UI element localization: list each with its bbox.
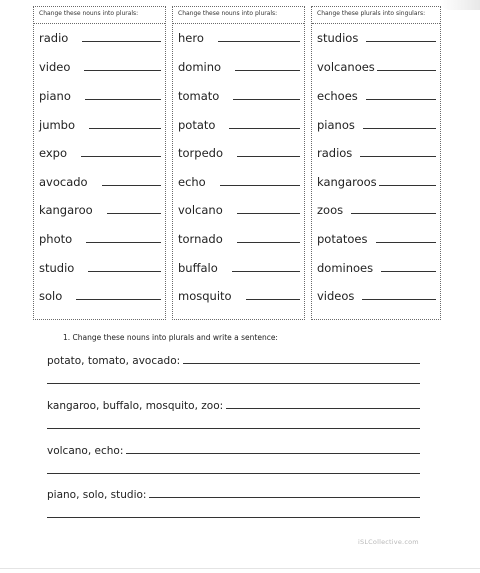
word-table xyxy=(33,6,441,320)
page-bottom-edge xyxy=(0,568,480,569)
word-row xyxy=(317,287,436,303)
answer-blank[interactable] xyxy=(84,70,161,71)
word: tornado xyxy=(178,232,223,246)
word-row xyxy=(178,201,300,217)
word: hero xyxy=(178,31,204,45)
word: studios xyxy=(317,31,359,45)
word: mosquito xyxy=(178,289,232,303)
answer-line[interactable] xyxy=(47,517,420,518)
column-header: Change these nouns into plurals: xyxy=(34,7,165,24)
answer-line[interactable] xyxy=(183,363,420,364)
word-row xyxy=(39,87,161,103)
word: zoos xyxy=(317,203,344,217)
answer-blank[interactable] xyxy=(246,299,300,300)
word-row xyxy=(39,173,161,189)
word: pianos xyxy=(317,118,355,132)
word-row xyxy=(178,259,300,275)
answer-blank[interactable] xyxy=(362,299,436,300)
word-row xyxy=(317,144,436,160)
word: studio xyxy=(39,261,75,275)
answer-blank[interactable] xyxy=(86,242,161,243)
sentence-exercise-3 xyxy=(47,443,420,474)
word: volcano xyxy=(178,203,223,217)
word-row xyxy=(317,29,436,45)
sentence-prompt: volcano, echo: xyxy=(47,445,124,457)
column-plurals-to-singulars xyxy=(311,6,441,320)
word-row xyxy=(317,87,436,103)
answer-blank[interactable] xyxy=(232,271,300,272)
word-row xyxy=(317,230,436,246)
exercise-instruction: 1. Change these nouns into plurals and write a sentence: xyxy=(63,333,278,342)
answer-blank[interactable] xyxy=(379,185,436,186)
word-row xyxy=(39,259,161,275)
word: radios xyxy=(317,146,353,160)
answer-line[interactable] xyxy=(149,497,420,498)
word-row xyxy=(39,201,161,217)
word-row xyxy=(39,144,161,160)
sentence-prompt: piano, solo, studio: xyxy=(47,489,147,501)
word: buffalo xyxy=(178,261,218,275)
answer-blank[interactable] xyxy=(237,213,300,214)
answer-blank[interactable] xyxy=(233,99,300,100)
answer-blank[interactable] xyxy=(376,242,436,243)
answer-blank[interactable] xyxy=(366,99,436,100)
sentence-exercise-1 xyxy=(47,353,420,384)
word-row xyxy=(178,29,300,45)
word-row xyxy=(178,287,300,303)
word: videos xyxy=(317,289,355,303)
answer-line[interactable] xyxy=(47,428,420,429)
column-header: Change these nouns into plurals: xyxy=(173,7,304,24)
word: echo xyxy=(178,175,206,189)
word-row xyxy=(178,173,300,189)
answer-line[interactable] xyxy=(126,453,420,454)
answer-blank[interactable] xyxy=(363,128,436,129)
answer-blank[interactable] xyxy=(107,213,161,214)
answer-blank[interactable] xyxy=(237,242,300,243)
answer-blank[interactable] xyxy=(82,41,161,42)
word-row xyxy=(39,230,161,246)
answer-blank[interactable] xyxy=(102,185,161,186)
word-row xyxy=(39,116,161,132)
sentence-prompt: kangaroo, buffalo, mosquito, zoo: xyxy=(47,400,224,412)
word-row xyxy=(317,259,436,275)
word-row xyxy=(317,116,436,132)
word: video xyxy=(39,60,71,74)
sentence-prompt: potato, tomato, avocado: xyxy=(47,355,181,367)
answer-blank[interactable] xyxy=(89,128,161,129)
answer-blank[interactable] xyxy=(229,128,300,129)
answer-line[interactable] xyxy=(226,408,420,409)
word-row xyxy=(178,116,300,132)
answer-blank[interactable] xyxy=(237,156,300,157)
answer-blank[interactable] xyxy=(85,99,161,100)
answer-line[interactable] xyxy=(47,473,420,474)
answer-blank[interactable] xyxy=(360,156,436,157)
sentence-exercise-2 xyxy=(47,398,420,429)
word: solo xyxy=(39,289,63,303)
word: kangaroo xyxy=(39,203,93,217)
column-header: Change these plurals into singulars: xyxy=(312,7,440,24)
watermark: iSLCollective.com xyxy=(358,538,419,546)
word-row xyxy=(317,58,436,74)
answer-blank[interactable] xyxy=(381,271,436,272)
word: torpedo xyxy=(178,146,223,160)
word: potatoes xyxy=(317,232,368,246)
word: photo xyxy=(39,232,73,246)
page-corner-shadow xyxy=(440,0,480,10)
word-row xyxy=(39,287,161,303)
word-row xyxy=(39,58,161,74)
word: echoes xyxy=(317,89,358,103)
word: radio xyxy=(39,31,69,45)
answer-blank[interactable] xyxy=(218,41,300,42)
answer-blank[interactable] xyxy=(220,185,300,186)
word: volcanoes xyxy=(317,60,375,74)
word-row xyxy=(178,144,300,160)
answer-blank[interactable] xyxy=(88,271,161,272)
answer-blank[interactable] xyxy=(377,70,436,71)
answer-blank[interactable] xyxy=(76,299,161,300)
column-nouns-to-plurals-1 xyxy=(33,6,166,320)
word: dominoes xyxy=(317,261,374,275)
word: kangaroos xyxy=(317,175,377,189)
word: potato xyxy=(178,118,216,132)
answer-blank[interactable] xyxy=(235,70,300,71)
answer-line[interactable] xyxy=(47,383,420,384)
word: piano xyxy=(39,89,71,103)
word-row xyxy=(178,87,300,103)
column-nouns-to-plurals-2 xyxy=(172,6,305,320)
word: jumbo xyxy=(39,118,76,132)
answer-blank[interactable] xyxy=(81,156,161,157)
word-row xyxy=(39,29,161,45)
word: expo xyxy=(39,146,68,160)
word: tomato xyxy=(178,89,220,103)
sentence-exercise-4 xyxy=(47,487,420,518)
answer-blank[interactable] xyxy=(351,213,436,214)
word-row xyxy=(178,230,300,246)
answer-blank[interactable] xyxy=(366,41,436,42)
word-row xyxy=(317,173,436,189)
word: avocado xyxy=(39,175,88,189)
word-row xyxy=(317,201,436,217)
word-row xyxy=(178,58,300,74)
word: domino xyxy=(178,60,222,74)
